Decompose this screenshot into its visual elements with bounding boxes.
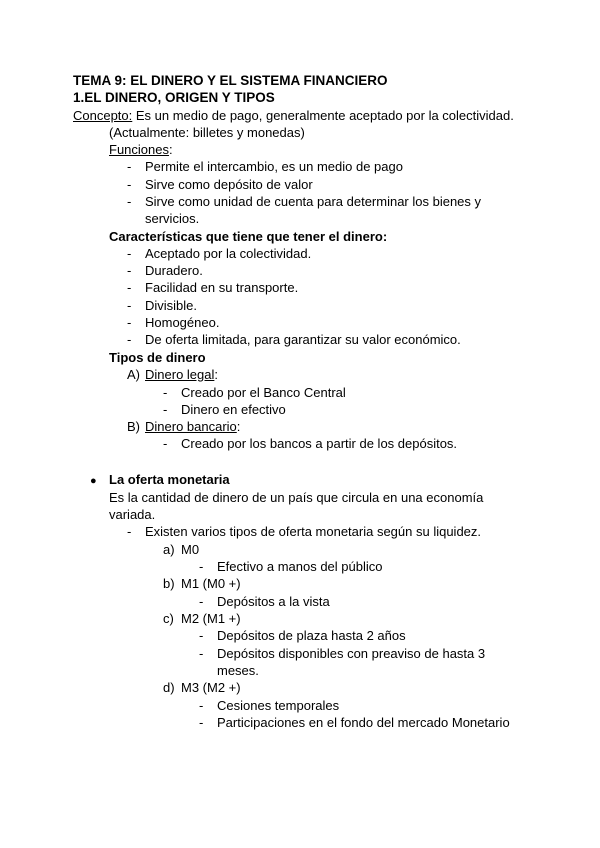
type-legal-heading <box>145 366 218 384</box>
dash-marker: - <box>127 194 132 209</box>
characteristic-item: Aceptado por la colectividad. <box>145 246 312 261</box>
type-legal-item: Creado por el Banco Central <box>181 385 346 400</box>
concept-text: Es un medio de pago, generalmente aceptado por la colectividad. <box>132 108 514 123</box>
type-legal-label: Dinero legal <box>145 367 215 382</box>
type-bancario-label: Dinero bancario <box>145 419 237 434</box>
dash-marker: - <box>127 332 132 347</box>
aggregate-name: M1 (M0 +) <box>181 576 241 591</box>
characteristic-item: Duradero. <box>145 263 203 278</box>
type-legal-colon: : <box>214 367 218 382</box>
function-item: Sirve como depósito de valor <box>145 177 313 192</box>
dash-marker: - <box>127 246 132 261</box>
aggregate-item: Depósitos disponibles con preaviso de hasta 3 <box>217 646 486 661</box>
dash-marker: - <box>163 436 168 451</box>
dash-marker: - <box>127 524 132 539</box>
characteristic-item: Divisible. <box>145 298 198 313</box>
aggregate-item: Participaciones en el fondo del mercado Monetario <box>217 715 510 730</box>
bullet-marker: ● <box>90 475 97 487</box>
money-supply-title: La oferta monetaria <box>109 472 230 487</box>
aggregate-letter: c) <box>163 611 174 626</box>
dash-marker: - <box>163 385 168 400</box>
function-item: Permite el intercambio, es un medio de pago <box>145 159 403 174</box>
doc-title: TEMA 9: EL DINERO Y EL SISTEMA FINANCIERO <box>73 73 388 88</box>
types-title: Tipos de dinero <box>109 350 206 365</box>
money-supply-desc-continued: variada. <box>109 507 156 522</box>
type-letter: A) <box>127 367 140 382</box>
function-item-continued: servicios. <box>145 211 200 226</box>
dash-marker: - <box>127 159 132 174</box>
function-item: Sirve como unidad de cuenta para determinar los bienes y <box>145 194 482 209</box>
functions-label: Funciones <box>109 142 169 157</box>
aggregate-item: Efectivo a manos del público <box>217 559 383 574</box>
concept-line <box>73 107 514 125</box>
money-supply-desc: Es la cantidad de dinero de un país que circula en una economía <box>109 490 484 505</box>
dash-marker: - <box>127 280 132 295</box>
dash-marker: - <box>199 628 204 643</box>
type-letter: B) <box>127 419 140 434</box>
dash-marker: - <box>127 177 132 192</box>
functions-heading <box>109 141 173 159</box>
type-bancario-item: Creado por los bancos a partir de los depósitos. <box>181 436 458 451</box>
dash-marker: - <box>127 263 132 278</box>
dash-marker: - <box>199 594 204 609</box>
concept-label: Concepto: <box>73 108 133 123</box>
characteristics-title: Características que tiene que tener el dinero: <box>109 229 388 244</box>
dash-marker: - <box>199 715 204 730</box>
characteristic-item: Facilidad en su transporte. <box>145 280 299 295</box>
aggregate-name: M3 (M2 +) <box>181 680 241 695</box>
aggregate-name: M2 (M1 +) <box>181 611 241 626</box>
functions-colon: : <box>168 142 173 157</box>
dash-marker: - <box>163 402 168 417</box>
section-title: 1.EL DINERO, ORIGEN Y TIPOS <box>73 90 275 105</box>
dash-marker: - <box>199 559 204 574</box>
dash-marker: - <box>199 646 204 661</box>
type-bancario-heading <box>145 418 240 436</box>
aggregate-letter: a) <box>163 542 175 557</box>
type-legal-item: Dinero en efectivo <box>181 402 286 417</box>
dash-marker: - <box>127 298 132 313</box>
concept-note: (Actualmente: billetes y monedas) <box>109 125 305 140</box>
aggregate-name: M0 <box>181 542 200 557</box>
characteristic-item: Homogéneo. <box>145 315 220 330</box>
money-supply-intro: Existen varios tipos de oferta monetaria según su liquidez. <box>145 524 482 539</box>
dash-marker: - <box>199 698 204 713</box>
dash-marker: - <box>127 315 132 330</box>
aggregate-item: Depósitos de plaza hasta 2 años <box>217 628 406 643</box>
aggregate-item: Depósitos a la vista <box>217 594 330 609</box>
aggregate-item-continued: meses. <box>217 663 259 678</box>
aggregate-letter: d) <box>163 680 175 695</box>
aggregate-letter: b) <box>163 576 175 591</box>
aggregate-item: Cesiones temporales <box>217 698 340 713</box>
characteristic-item: De oferta limitada, para garantizar su valor económico. <box>145 332 461 347</box>
type-bancario-colon: : <box>236 419 241 434</box>
